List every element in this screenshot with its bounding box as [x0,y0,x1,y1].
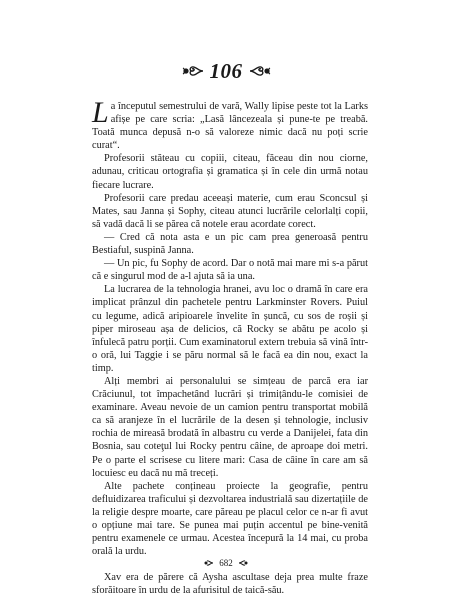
page-footer [0,558,452,568]
chapter-header [0,60,452,82]
paragraph-7: Alți membri ai personalului se simțeau de parcă era iar Crăciunul, tot împachetând lucrări și trimițându-le comisiei de examinare. Aveau nevoie de un camion pentru transportat mobilă ca să aranjeze în el lucrările de la desen și tehnologie, inclusiv rochia de mireasă brodată în albastru cu verde a Danijelei, fata din Bosnia, sau coteţul lui Rocky pentru câine, de aproape doi metri. Pe o parte el scrisese cu litere mari: Casa de câine în care am să locuiesc eu dacă nu mă treceți. [92,375,368,479]
paragraph-1: La începutul semestrului de vară, Wally lipise peste tot la Larks afișe pe care scria: „Lasă lâncezeala și pune-te pe treabă. Toată munca depusă n-o să valoreze nimic dacă nu poți scrie curat“. [92,96,368,152]
paragraph-5: — Un pic, fu Sophy de acord. Dar o notă mai mare mi s-a părut că e singurul mod de a-l ajuta să ia una. [92,258,368,283]
chapter-number: 106 [209,59,243,83]
paragraph-8: Alte pachete conțineau proiecte la geografie, pentru defluidizarea traficului și dezvoltarea industrială sau dizertațiile de la religie despre moarte, care păreau pe placul celor ce n-ar fi avut o opțiune mai tare. Se punea mai puțin accentul pe bine-venită pentru examenele ce urmau. Acestea începură la 14 mai, cu proba orală la urdu. [92,480,368,558]
footer-left-ornament-icon [204,559,214,567]
paragraph-6: La lucrarea de la tehnologia hranei, avu loc o dramă în care era implicat prânzul din pachetele pentru Larkminster Rovers. Puiul cu legume, adică aripioarele învelite în șuncă, cu sos de roșii și piper miroseau așa de delicios, că Rocky se abătu pe acolo și înfulecă patru porții. Cum examinatorul extern trebuia să vină într-o oră, lui Taggie i se păru normal să le facă ea din nou, exact la timp. [92,284,368,374]
paragraph-9: Xav era de părere că Aysha ascultase deja prea multe fraze sforăitoare în urdu de la afurisitul de taică-său. [92,572,368,597]
drop-cap-letter: L [92,96,109,129]
footer-right-ornament-icon [238,559,248,567]
paragraph-3: Profesorii care predau aceeași materie, cum erau Sconcsul și Mates, sau Janna și Sophy, citeau atunci lucrările celorlalți copii, să vadă dacă li se părea că notele erau acordate corect. [92,192,368,230]
paragraph-4: — Cred că nota asta e un pic cam prea generoasă pentru Bestiaful, suspină Janna. [92,231,368,257]
left-flourish-ornament-icon [182,64,204,78]
page-number: 682 [219,558,233,568]
chapter-body [92,96,368,597]
right-flourish-ornament-icon [249,64,271,78]
paragraph-2: Profesorii stăteau cu copiii, citeau, făceau din nou ciorne, adunau, criticau ortografia și gramatica și în cele din urmă notau fiecare lucrare. [92,153,368,191]
